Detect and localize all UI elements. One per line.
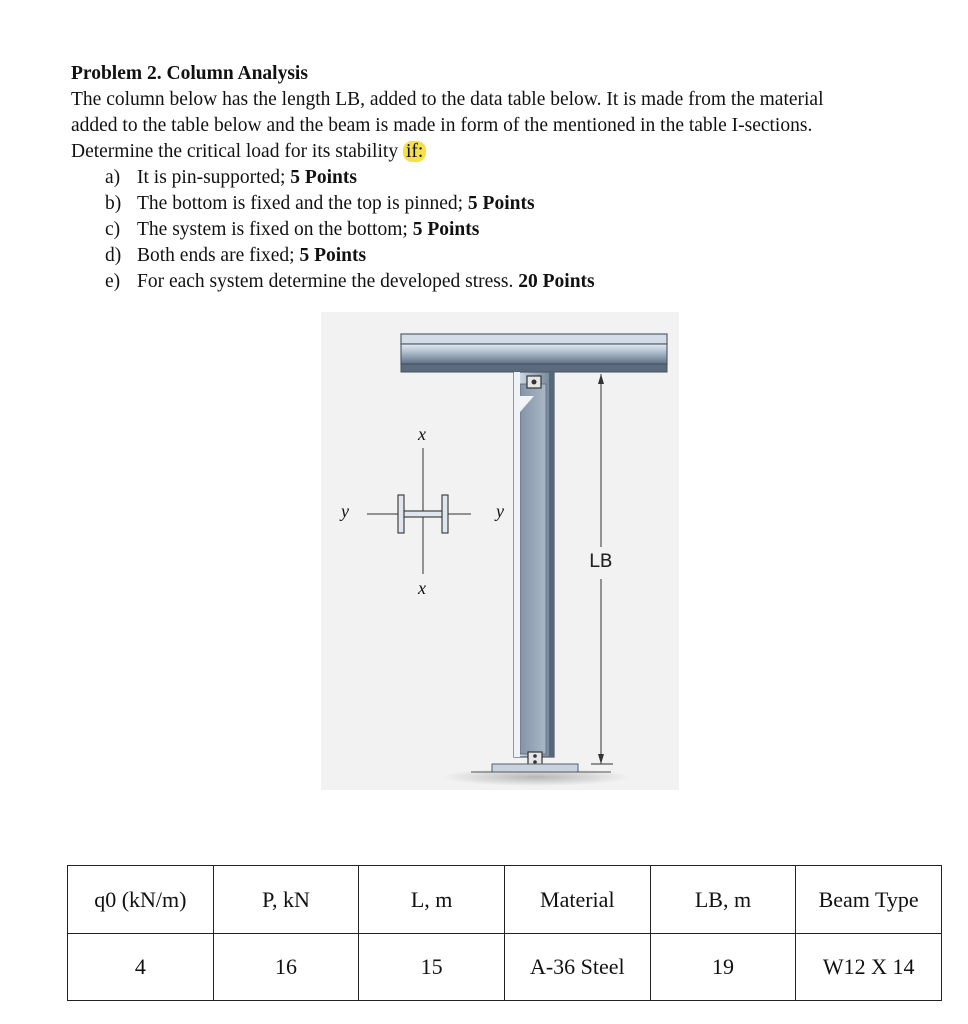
part-item [105, 269, 941, 295]
table-cell: 15 [359, 934, 505, 1001]
table-cell: A-36 Steel [504, 934, 650, 1001]
table-cell: 4 [68, 934, 214, 1001]
problem-intro [71, 87, 941, 165]
part-points: 5 Points [290, 167, 357, 188]
problem-title: Problem 2. Column Analysis [71, 63, 308, 84]
part-text: Both ends are fixed; [137, 245, 300, 266]
table-cell: 16 [213, 934, 359, 1001]
table-header-cell: LB, m [650, 866, 796, 934]
problem-text [71, 61, 941, 295]
part-label: d) [105, 245, 122, 266]
table-cell: 19 [650, 934, 796, 1001]
part-label: e) [105, 271, 121, 292]
data-table [67, 865, 942, 1001]
column-figure [321, 312, 679, 790]
length-label: LB [589, 550, 613, 572]
part-label: b) [105, 193, 122, 214]
table-header-cell: P, kN [213, 866, 359, 934]
part-item [105, 191, 941, 217]
axis-x-top-label: x [418, 424, 426, 444]
table-header-row [68, 866, 942, 934]
base-support [441, 764, 631, 786]
axis-y-left-label: y [341, 501, 349, 521]
part-text: The system is fixed on the bottom; [137, 219, 413, 240]
problem-parts-list [71, 165, 941, 295]
part-text: For each system determine the developed stress. [137, 271, 519, 292]
column-diagram [321, 312, 679, 790]
part-item [105, 217, 941, 243]
part-text: The bottom is fixed and the top is pinned; [137, 193, 468, 214]
axis-y-right-label: y [496, 501, 504, 521]
column [514, 372, 554, 766]
part-label: a) [105, 167, 121, 188]
highlighted-text: if: [403, 141, 426, 162]
table-header-cell: Beam Type [796, 866, 942, 934]
top-beam [401, 334, 667, 372]
cross-section-icon [367, 448, 471, 574]
intro-line-1: The column below has the length LB, added to the data table below. It is made from the material [71, 89, 824, 110]
part-item [105, 243, 941, 269]
part-points: 20 Points [518, 271, 595, 292]
table-header-cell: q0 (kN/m) [68, 866, 214, 934]
intro-line-3: Determine the critical load for its stability [71, 141, 403, 162]
intro-line-2: added to the table below and the beam is made in form of the mentioned in the table I-sections. [71, 115, 813, 136]
part-label: c) [105, 219, 121, 240]
table-cell: W12 X 14 [796, 934, 942, 1001]
part-item [105, 165, 941, 191]
table-header-cell: L, m [359, 866, 505, 934]
part-points: 5 Points [412, 219, 480, 240]
table-header-cell: Material [504, 866, 650, 934]
part-points: 5 Points [467, 193, 535, 214]
table-row [68, 934, 942, 1001]
axis-x-bottom-label: x [418, 578, 426, 598]
part-points: 5 Points [299, 245, 367, 266]
part-text: It is pin-supported; [137, 167, 291, 188]
